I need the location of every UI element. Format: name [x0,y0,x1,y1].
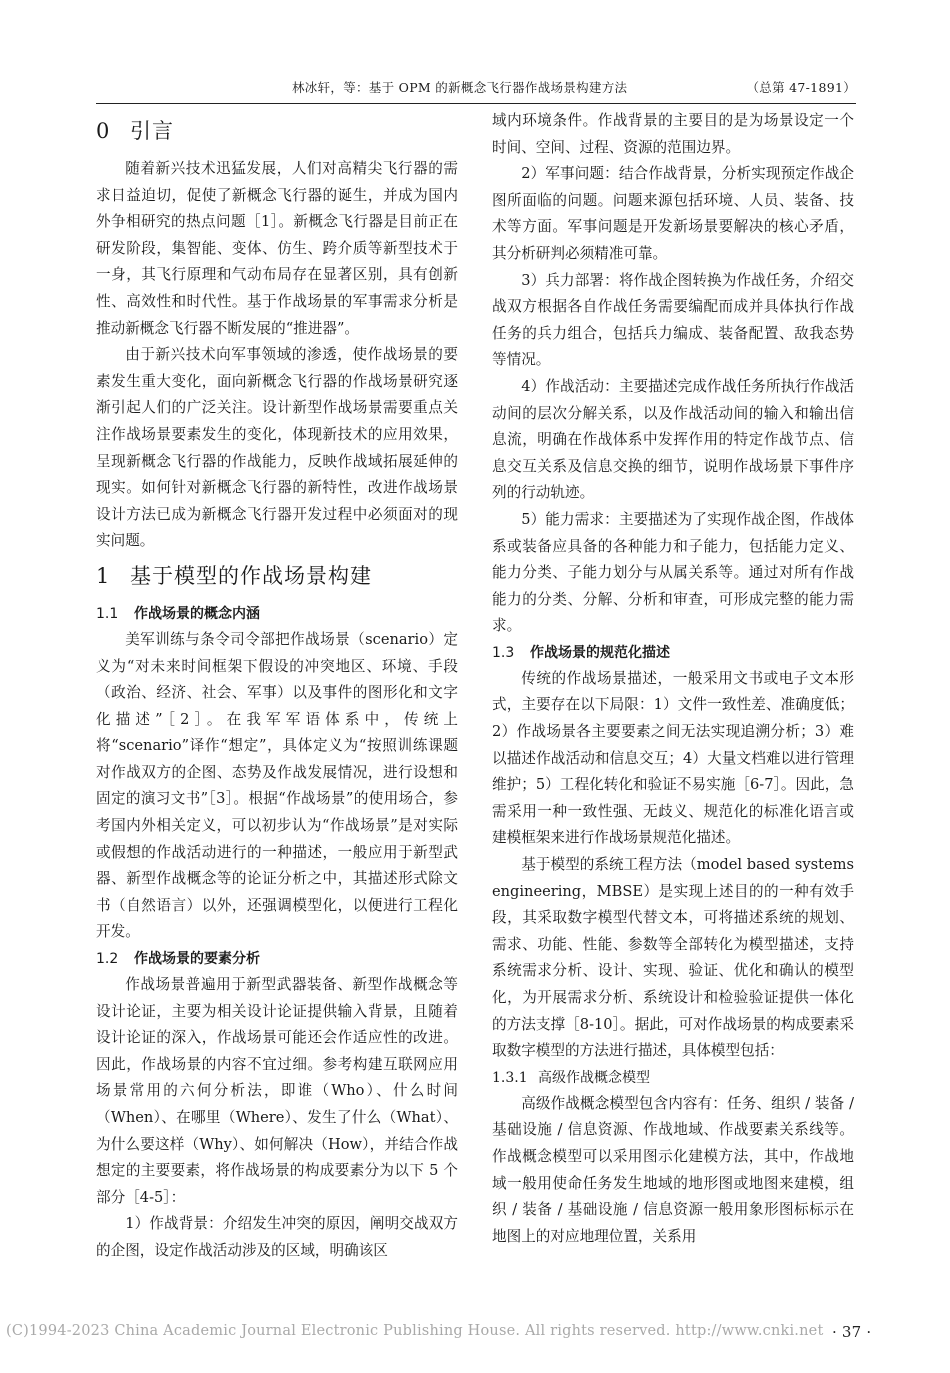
section-1-3-1-heading [492,1065,854,1091]
paragraph-item-5: 5）能力需求：主要描述为了实现作战企图，作战体系或装备应具备的各种能力和子能力，包括能力定义、能力分类、子能力划分与从属关系等。通过对所有作战能力的分类、分解、分析和审查，可形成完整的能力需求。 [492,510,854,635]
section-1-heading [96,561,458,591]
section-number: 1 [96,563,111,588]
section-title: 基于模型的作战场景构建 [130,563,372,588]
paragraph-1-1: 美军训练与条令司令部把作战场景（scenario）定义为“对未来时间框架下假设的冲突地区、环境、手段（政治、经济、社会、军事）以及事件的图形化和文字化描述”［2］。在我军军语体系中，传统上将“scenario”译作“想定”，具体定义为“按照训练课题对作战双方的企图、态势及作战发展情况，进行设想和固定的演习文书”［3］。根据“作战场景”的使用场合，参考国内外相关定义，可以初步认为“作战场景”是对实际或假想的作战活动进行的一种描述，一般应用于新型武器、新型作战概念等的论证分析之中，其描述形式除文书（自然语言）以外，还强调模型化，以便进行工程化开发。 [96,630,458,941]
section-title: 作战场景的规范化描述 [530,644,670,661]
paragraph-1-3-a: 传统的作战场景描述，一般采用文书或电子文本形式，主要存在以下局限：1）文件一致性差、准确度低；2）作战场景各主要要素之间无法实现追溯分析；3）难以描述作战活动和信息交互；4）大量文档难以进行管理维护；5）工程化转化和验证不易实施［6-7］。因此，急需采用一种一致性强、无歧义、规范化的标准化语言或建模框架来进行作战场景规范化描述。 [492,669,854,847]
running-header [96,78,856,100]
paragraph-1-3-1: 高级作战概念模型包含内容有：任务、组织 / 装备 / 基础设施 / 信息资源、作战地域、作战要素关系线等。作战概念模型可以采用图示化建模方法，其中，作战地域一般用使命任务发生地域的地形图或地图来建模，组织 / 装备 / 基础设施 / 信息资源一般用象形图标标示在地图上的对应地理位置，关系用 [492,1094,854,1245]
section-number: 1.2 [96,951,119,968]
section-number: 1.3 [492,644,515,661]
left-column [96,110,458,1265]
paragraph-1-2: 作战场景普遍用于新型武器装备、新型作战概念等设计论证，主要为相关设计论证提供输入背景，且随着设计论证的深入，作战场景可能还会作适应性的改进。因此，作战场景的内容不宜过细。参考构建互联网应用场景常用的六何分析法，即谁（Who）、什么时间（When）、在哪里（Where）、发生了什么（What）、为什么要这样（Why）、如何解决（How），并结合作战想定的主要要素，将作战场景的构成要素分为以下 5 个部分［4-5］： [96,976,458,1206]
paragraph-item-3: 3）兵力部署：将作战企图转换为作战任务，介绍交战双方根据各自作战任务需要编配而成并具体执行作战任务的兵力组合，包括兵力编成、装备配置、敌我态势等情况。 [492,271,854,369]
section-1-1-heading [96,601,458,627]
paragraph-intro-2: 由于新兴技术向军事领域的渗透，使作战场景的要素发生重大变化，面向新概念飞行器的作战场景研究逐渐引起人们的广泛关注。设计新型作战场景需要重点关注作战场景要素发生的变化，体现新技术的应用效果，呈现新概念飞行器的作战能力，反映作战域拓展延伸的现实。如何针对新概念飞行器的新特性，改进作战场景设计方法已成为新概念飞行器开发过程中必须面对的现实问题。 [96,346,458,550]
paragraph-intro-1: 随着新兴技术迅猛发展，人们对高精尖飞行器的需求日益迫切，促使了新概念飞行器的诞生，并成为国内外争相研究的热点问题［1］。新概念飞行器是目前正在研发阶段，集智能、变体、仿生、跨介质等新型技术于一身，其飞行原理和气动布局存在显著区别，具有创新性、高效性和时代性。基于作战场景的军事需求分析是推动新概念飞行器不断发展的“推进器”。 [96,160,458,337]
header-rule [96,103,856,104]
paragraph-item-2: 2）军事问题：结合作战背景，分析实现预定作战企图所面临的问题。问题来源包括环境、人员、装备、技术等方面。军事问题是开发新场景要解决的核心矛盾，其分析研判必须精准可靠。 [492,165,854,262]
section-title: 高级作战概念模型 [538,1069,650,1086]
paragraph-1-3-b: 基于模型的系统工程方法（model based systems engineering，MBSE）是实现上述目的的一种有效手段，其采取数字模型代替文本，可将描述系统的规划、需求、功能、性能、参数等全部转化为模型描述，支持系统需求分析、设计、实现、验证、优化和确认的模型化，为开展需求分析、系统设计和检验验证提供一体化的方法支撑［8-10］。据此，可对作战场景的构成要素采取数字模型的方法进行描述，具体模型包括： [492,856,854,1060]
section-number: 0 [96,119,111,143]
section-number: 1.3.1 [492,1069,528,1086]
page-number: · 37 · [832,1323,872,1341]
section-title: 作战场景的概念内涵 [134,605,260,622]
section-number: 1.1 [96,605,119,622]
paragraph-item-1-continued: 域内环境条件。作战背景的主要目的是为场景设定一个时间、空间、过程、资源的范围边界。 [492,112,854,156]
running-title: 林冰轩，等：基于 OPM 的新概念飞行器作战场景构建方法 [292,80,628,95]
section-0-heading [96,116,458,146]
section-title: 作战场景的要素分析 [134,951,260,968]
issue-number: （总第 47-1891） [746,80,856,95]
paragraph-item-4: 4）作战活动：主要描述完成作战任务所执行作战活动间的层次分解关系，以及作战活动间的输入和输出信息流，明确在作战体系中发挥作用的特定作战节点、信息交互关系及信息交换的细节，说明作战场景下事件序列的行动轨迹。 [492,377,854,502]
section-title: 引言 [130,119,174,143]
right-column [492,108,854,1250]
page-footer [6,1323,946,1347]
copyright-notice: (C)1994-2023 China Academic Journal Electronic Publishing House. All rights reserved. http://www.cnki.net [6,1323,824,1339]
section-1-3-heading [492,640,854,666]
paragraph-item-1: 1）作战背景：介绍发生冲突的原因，阐明交战双方的企图，设定作战活动涉及的区域，明确该区 [96,1215,458,1259]
section-1-2-heading [96,946,458,972]
